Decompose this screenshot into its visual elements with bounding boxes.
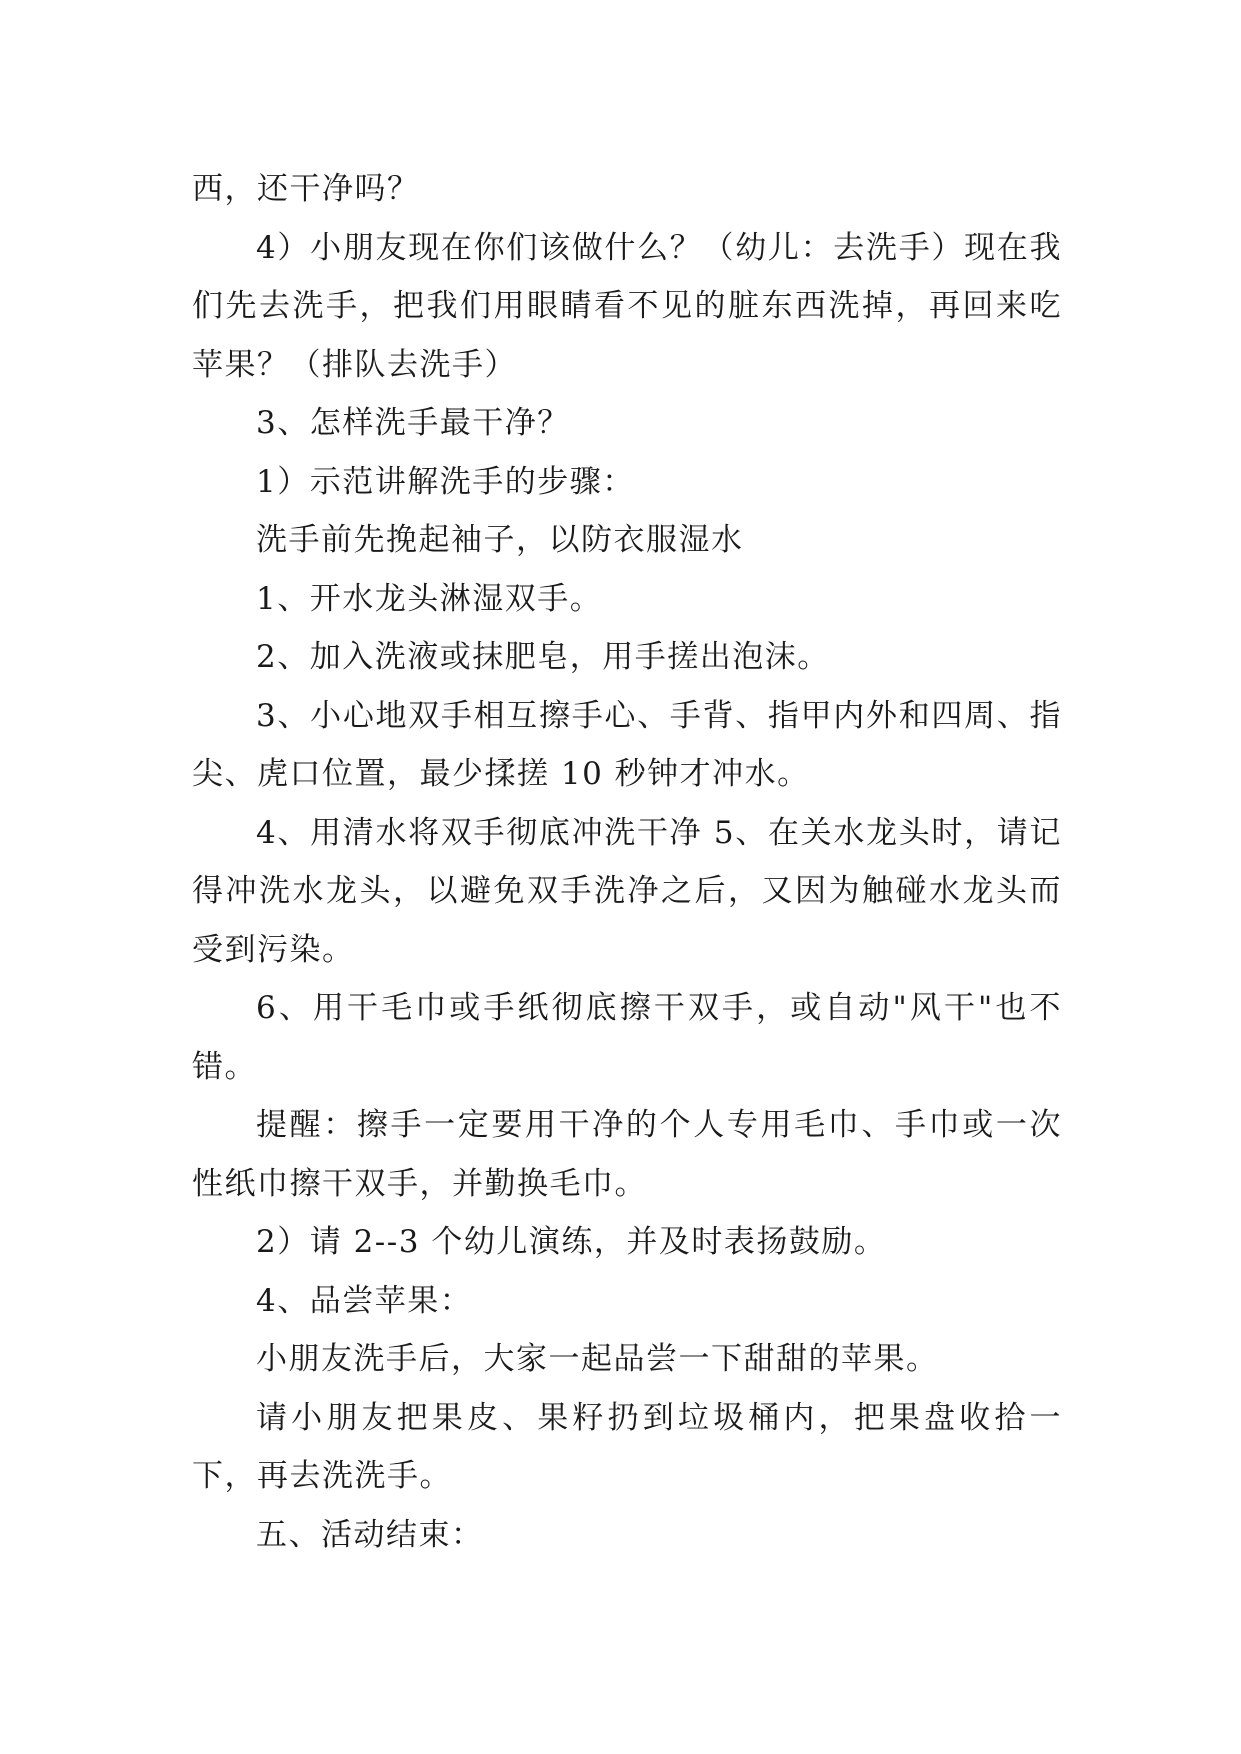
paragraph-practice: 2）请 2--3 个幼儿演练，并及时表扬鼓励。 [256, 1224, 887, 1260]
paragraph-cleanup: 请小朋友把果皮、果籽扔到垃圾桶内，把果盘收拾一下，再去洗洗手。 [192, 1399, 1062, 1494]
subheading-demonstration: 1）示范讲解洗手的步骤： [256, 463, 635, 500]
step-2: 2、加入洗液或抹肥皂，用手搓出泡沫。 [256, 639, 830, 675]
section-heading-taste-apple: 4、品尝苹果： [256, 1282, 473, 1319]
paragraph-roll-up-sleeves: 洗手前先挽起袖子，以防衣服湿水 [256, 522, 744, 558]
step-3: 3、小心地双手相互擦手心、手背、指甲内外和四周、指尖、虎口位置，最少揉搓 10 秒钟才冲水。 [192, 697, 1062, 792]
paragraph-question-4: 4）小朋友现在你们该做什么？（幼儿：去洗手）现在我们先去洗手，把我们用眼睛看不见的脏东西洗掉，再回来吃苹果？（排队去洗手） [192, 229, 1062, 383]
section-heading-activity-end: 五、活动结束： [256, 1516, 484, 1553]
step-1: 1、开水龙头淋湿双手。 [256, 580, 603, 617]
step-4-5: 4、用清水将双手彻底冲洗干净 5、在关水龙头时，请记得冲洗水龙头，以避免双手洗净之后，又因为触碰水龙头而受到污染。 [192, 814, 1062, 968]
paragraph-continuation: 西，还干净吗？ [192, 171, 420, 207]
paragraph-reminder: 提醒：擦手一定要用干净的个人专用毛巾、手巾或一次性纸巾擦干双手，并勤换毛巾。 [192, 1107, 1062, 1202]
step-6: 6、用干毛巾或手纸彻底擦干双手，或自动"风干"也不错。 [192, 990, 1062, 1085]
document-body [192, 160, 1062, 1564]
section-heading-how-to-wash: 3、怎样洗手最干净？ [256, 405, 570, 441]
paragraph-taste: 小朋友洗手后，大家一起品尝一下甜甜的苹果。 [256, 1341, 939, 1377]
